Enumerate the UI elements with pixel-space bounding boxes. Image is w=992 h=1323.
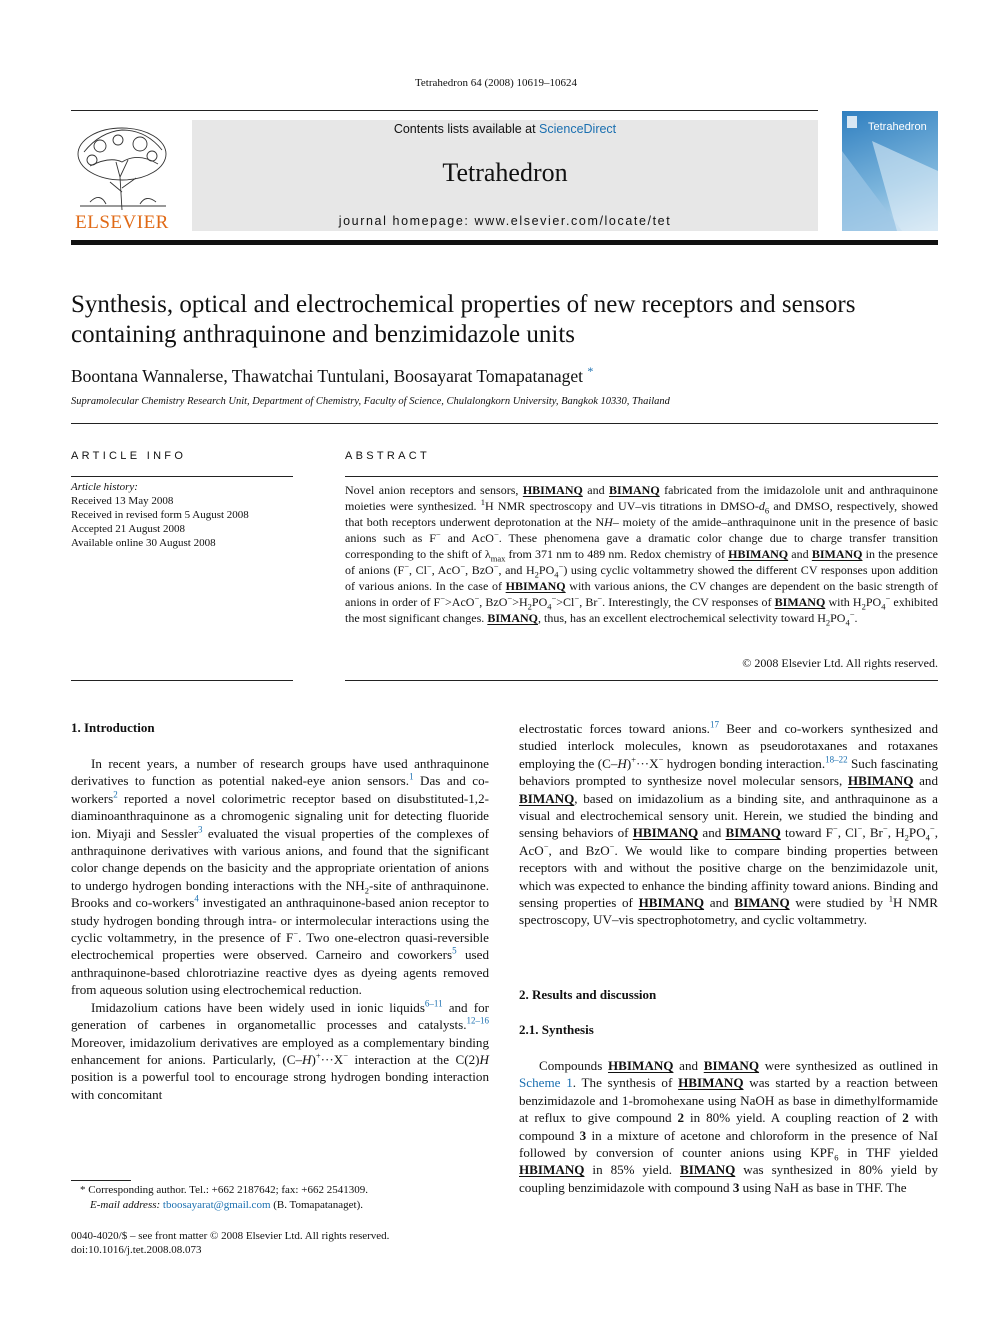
synthesis-heading: 2.1. Synthesis [519,1022,594,1037]
introduction-text: In recent years, a number of research groups have used anthraquinone derivatives to function as potential naked-eye anion sensors.$^1$ Das and co-workers$^2$ reported a novel colorimetric receptor based on disubstituted-1,2-diaminoanthraquinone as a chromogenic signaling unit for detecting fluoride ion. Miyaji and Sessler$^3$ evaluated the visual properties of the complexes of anthraquinone derivatives with various anions, and found that the significant color change depends on the basicity and the appropriate orientation of anions to undergo hydrogen bonding interactions with the $NH_2$-site of anthraquinone. Brooks and co-workers$^4$ investigated an anthraquinone-based anion receptor to study hydrogen bonding through intra- or intermolecular interactions using the cyclic voltammetry, in the presence of F−. Two one-electron quasi-reversible electrochemical properties were observed. Carneiro and coworkers$^5$ used anthraquinone-based chlorotriazine reactive dyes as dyeing agents removed from aqueous solution using electrochemical reduction. Imidazolium cations have been widely used in ionic liquids$^{6-11}$ and for generation of carbenes in organometallic processes and catalysts.$^{12-16}$ Moreover, imidazolium derivatives are employed as a complementary binding enhancement for anions. Particularly, (C–H)+···X− interaction at the C(2)H position is a powerful tool to encourage strong hydrogen bonding interaction with concomitant [71,756,489,1102]
abstract-bottom-rule [345,680,938,681]
journal-title: Tetrahedron [442,158,568,187]
cover-title: Tetrahedron [868,121,927,133]
abstract-copyright: © 2008 Elsevier Ltd. All rights reserved. [742,656,938,670]
corresponding-author-mark[interactable]: * [587,364,594,378]
info-rule [71,476,293,477]
contents-prefix: Contents lists available at [393,122,540,136]
abstract-heading: ABSTRACT [345,450,431,462]
scheme-1-link[interactable]: Scheme 1 [519,1075,573,1091]
journal-cover [842,111,938,231]
email-link[interactable]: tboosayarat@gmail.com [162,1199,271,1211]
introduction-heading: 1. Introduction [71,720,155,735]
journal-reference: Tetrahedron 64 (2008) 10619–10624 [414,77,578,89]
email-label: E-mail address: [90,1199,163,1211]
footnote-rule [71,1180,131,1181]
article-info-heading: ARTICLE INFO [71,450,187,462]
abstract-body: Novel anion receptors and sensors, HBIMANQ and BIMANQ fabricated from the imidazolole unit and anthraquinone moieties were synthesized. $^1$H NMR spectroscopy and UV–vis titrations in DMSO-$d_6$ and DMSO, respectively, showed that both receptors underwent deprotonation at the NH– moiety of the amide–anthraquinone unit in the presence of basic anions such as F− and AcO−. These phenomena gave a dramatic color change due to charge transfer transition corresponding to the shift of $\lambda_{max}$ from 371 nm to 489 nm. Redox chemistry of HBIMANQ and BIMANQ in the presence of anions (F−, Cl−, AcO−, BzO−, and $H_2PO_4^-$) using cyclic voltammetry showed the different CV responses upon addition of various anions. In the case of HBIMANQ with various anions, the CV changes are dependent on the basic strength of anions in order of F−>AcO−, $BzO^->H_2PO_4^->Cl^-$, Br−. Interestingly, the CV responses of BIMANQ with $H_2PO_4^-$ exhibited the most significant changes. BIMANQ, thus, has an excellent electrochemical selectivity toward $H_2PO_4^-$. [345,483,939,628]
info-bottom-rule [71,680,293,681]
journal-homepage[interactable]: journal homepage: www.elsevier.com/locate/tet [338,214,672,228]
article-title: Synthesis, optical and electrochemical properties of new receptors and sensors containing anthraquinone and benzimidazole units [71,291,856,348]
masthead-bar [71,240,938,245]
contents-line [192,122,818,136]
publisher-wordmark: ELSEVIER [75,212,169,233]
sciencedirect-link[interactable]: ScienceDirect [539,122,617,136]
revised-date: Received in revised form 5 August 2008 [71,509,249,521]
accepted-date: Accepted 21 August 2008 [71,523,185,535]
affiliation: Supramolecular Chemistry Research Unit, Department of Chemistry, Faculty of Science, Chulalongkorn University, Bangkok 10330, Thailand [71,396,670,407]
info-top-rule [71,423,938,424]
elsevier-logo [68,120,180,232]
history-label: Article history: [71,481,138,493]
doi-line[interactable]: doi:10.1016/j.tet.2008.08.073 [71,1244,202,1256]
introduction-continued: electrostatic forces toward anions.$^{17}$ Beer and co-workers synthesized and studied interlock molecules, known as pseudorotaxanes and rotaxanes employing the (C–H)+···X− hydrogen bonding interaction.$^{18-22}$ Such fascinating behaviors prompted to synthesize novel molecular sensors, HBIMANQ and BIMANQ, based on imidazolium as a binding site, and anthraquinone as a visual and electrochemical sensory unit. Herein, we studied the binding and sensing behaviors of HBIMANQ and BIMANQ toward F−, Cl−, Br−, $H_2PO_4^-$, AcO−, and BzO−. We would like to compare binding properties between receptors with and without the positive charge on the benzimidazole unit, which was expected to enhance the binding affinity toward anions. Binding and sensing properties of HBIMANQ and BIMANQ were studied by $^1$H NMR spectroscopy, UV–vis spectrophotometry, and cyclic voltammetry. [519,719,938,928]
author-list [71,364,593,387]
received-date: Received 13 May 2008 [71,495,174,507]
email-suffix: (B. Tomapatanaget). [270,1199,363,1211]
header-rule [71,110,818,111]
results-heading: 2. Results and discussion [519,987,657,1002]
article-history [71,480,293,550]
online-date: Available online 30 August 2008 [71,537,216,549]
corresponding-footnote: * Corresponding author. Tel.: +662 2187642; fax: +662 2541309. [80,1184,368,1196]
authors: Boontana Wannalerse, Thawatchai Tuntulani, Boosayarat Tomapatanaget [71,365,584,386]
synthesis-text: Compounds HBIMANQ and BIMANQ were synthesized as outlined in Scheme 1. The synthesis of HBIMANQ was started by a reaction between benzimidazole and 1-bromohexane using NaOH as base in dimethylformamide at reflux to give compound 2 in 80% yield. A coupling reaction of 2 with compound 3 in a mixture of acetone and chloroform in the presence of NaI followed by conversion of counter anions using $KPF_6$ in THF yielded HBIMANQ in 85% yield. BIMANQ was synthesized in 80% yield by coupling benzimidazole with compound 3 using NaH as base in THF. The [519,1058,938,1195]
email-footnote [90,1198,363,1213]
issn-line: 0040-4020/$ – see front matter © 2008 Elsevier Ltd. All rights reserved. [71,1230,390,1242]
elsevier-tree-icon [70,122,174,212]
abstract-rule [345,476,938,477]
journal-masthead [192,120,818,231]
